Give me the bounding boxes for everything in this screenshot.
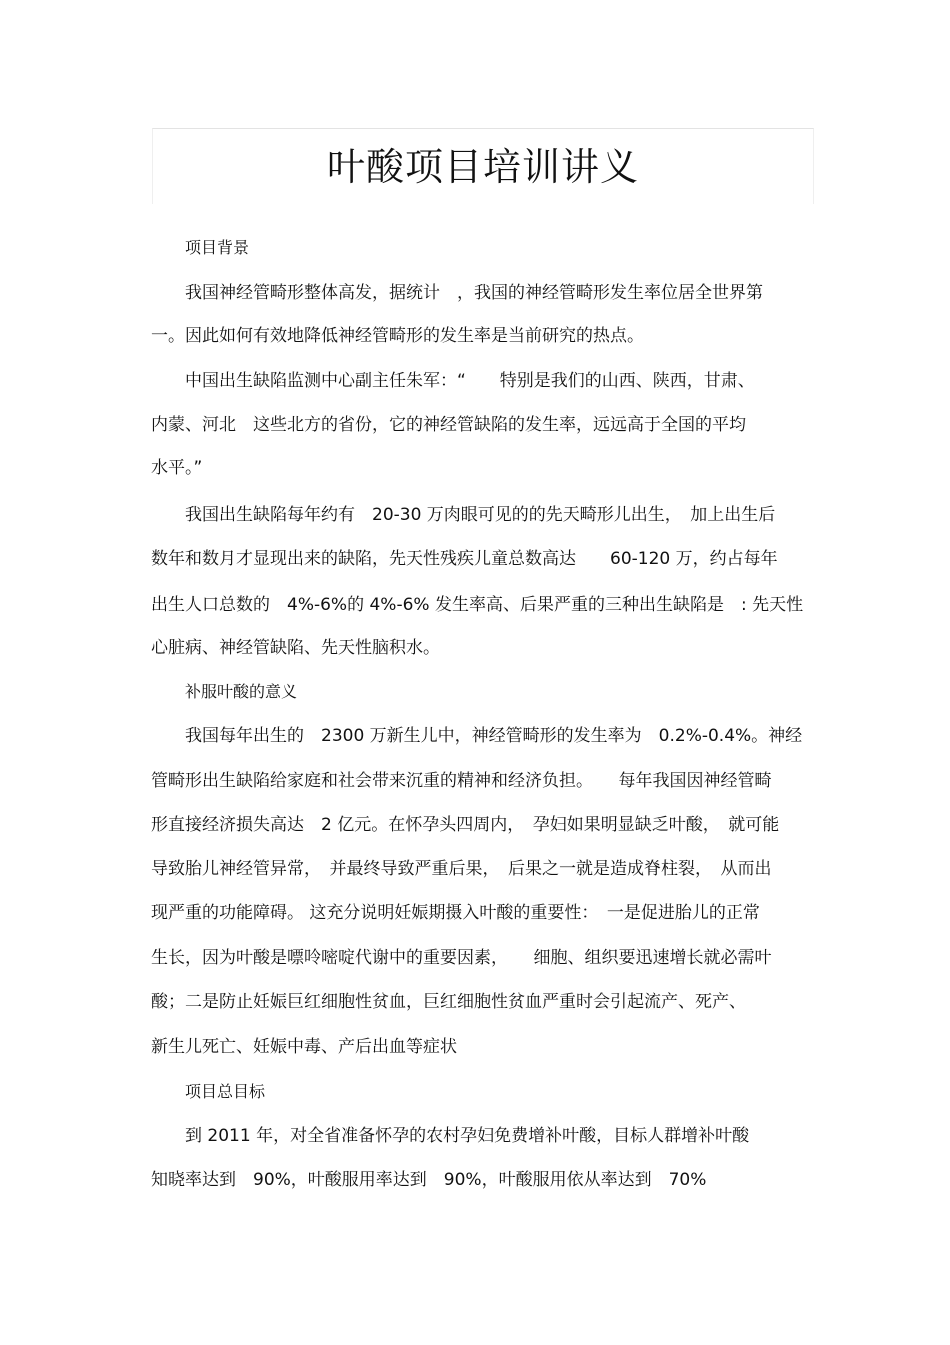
title-box	[152, 128, 814, 204]
paragraph-line: 导致胎儿神经管异常， 并最终导致严重后果， 后果之一就是造成脊柱裂， 从而出	[151, 859, 772, 879]
paragraph-line: 数年和数月才显现出来的缺陷，先天性残疾儿童总数高达 60-120 万，约占每年	[151, 549, 778, 569]
paragraph-line: 内蒙、河北 这些北方的省份，它的神经管缺陷的发生率，远远高于全国的平均	[151, 415, 746, 435]
section-heading-background: 项目背景	[185, 238, 250, 257]
paragraph-line: 我国每年出生的 2300 万新生儿中，神经管畸形的发生率为 0.2%-0.4%。神经	[185, 726, 803, 746]
document-title: 叶酸项目培训讲义	[326, 145, 639, 189]
paragraph-line: 知晓率达到 90%，叶酸服用率达到 90%，叶酸服用依从率达到 70%	[151, 1170, 707, 1190]
paragraph-line: 生长，因为叶酸是嘌呤嘧啶代谢中的重要因素， 细胞、组织要迅速增长就必需叶	[151, 948, 772, 968]
section-heading-significance: 补服叶酸的意义	[185, 682, 298, 701]
paragraph-line: 出生人口总数的 4%-6%的 4%-6% 发生率高、后果严重的三种出生缺陷是 : 先天性	[151, 595, 804, 615]
paragraph-line: 水平。”	[151, 458, 203, 478]
section-heading-goal: 项目总目标	[185, 1082, 266, 1101]
paragraph-line: 形直接经济损失高达 2 亿元。在怀孕头四周内， 孕妇如果明显缺乏叶酸， 就可能	[151, 815, 780, 835]
paragraph-line: 心脏病、神经管缺陷、先天性脑积水。	[151, 638, 440, 658]
paragraph-line: 我国出生缺陷每年约有 20-30 万肉眼可见的的先天畸形儿出生， 加上出生后	[185, 505, 776, 525]
paragraph-line: 酸；二是防止妊娠巨红细胞性贫血，巨红细胞性贫血严重时会引起流产、死产、	[151, 992, 746, 1012]
paragraph-line: 新生儿死亡、妊娠中毒、产后出血等症状	[151, 1037, 457, 1057]
paragraph-line: 管畸形出生缺陷给家庭和社会带来沉重的精神和经济负担。 每年我国因神经管畸	[151, 771, 772, 791]
paragraph-line: 一。因此如何有效地降低神经管畸形的发生率是当前研究的热点。	[151, 326, 644, 346]
paragraph-line: 现严重的功能障碍。 这充分说明妊娠期摄入叶酸的重要性： 一是促进胎儿的正常	[151, 903, 760, 923]
paragraph-line: 我国神经管畸形整体高发，据统计 ，我国的神经管畸形发生率位居全世界第	[185, 283, 763, 303]
paragraph-line: 中国出生缺陷监测中心副主任朱军：“ 特别是我们的山西、陕西，甘肃、	[185, 371, 755, 391]
paragraph-line: 到 2011 年，对全省准备怀孕的农村孕妇免费增补叶酸，目标人群增补叶酸	[185, 1126, 750, 1146]
